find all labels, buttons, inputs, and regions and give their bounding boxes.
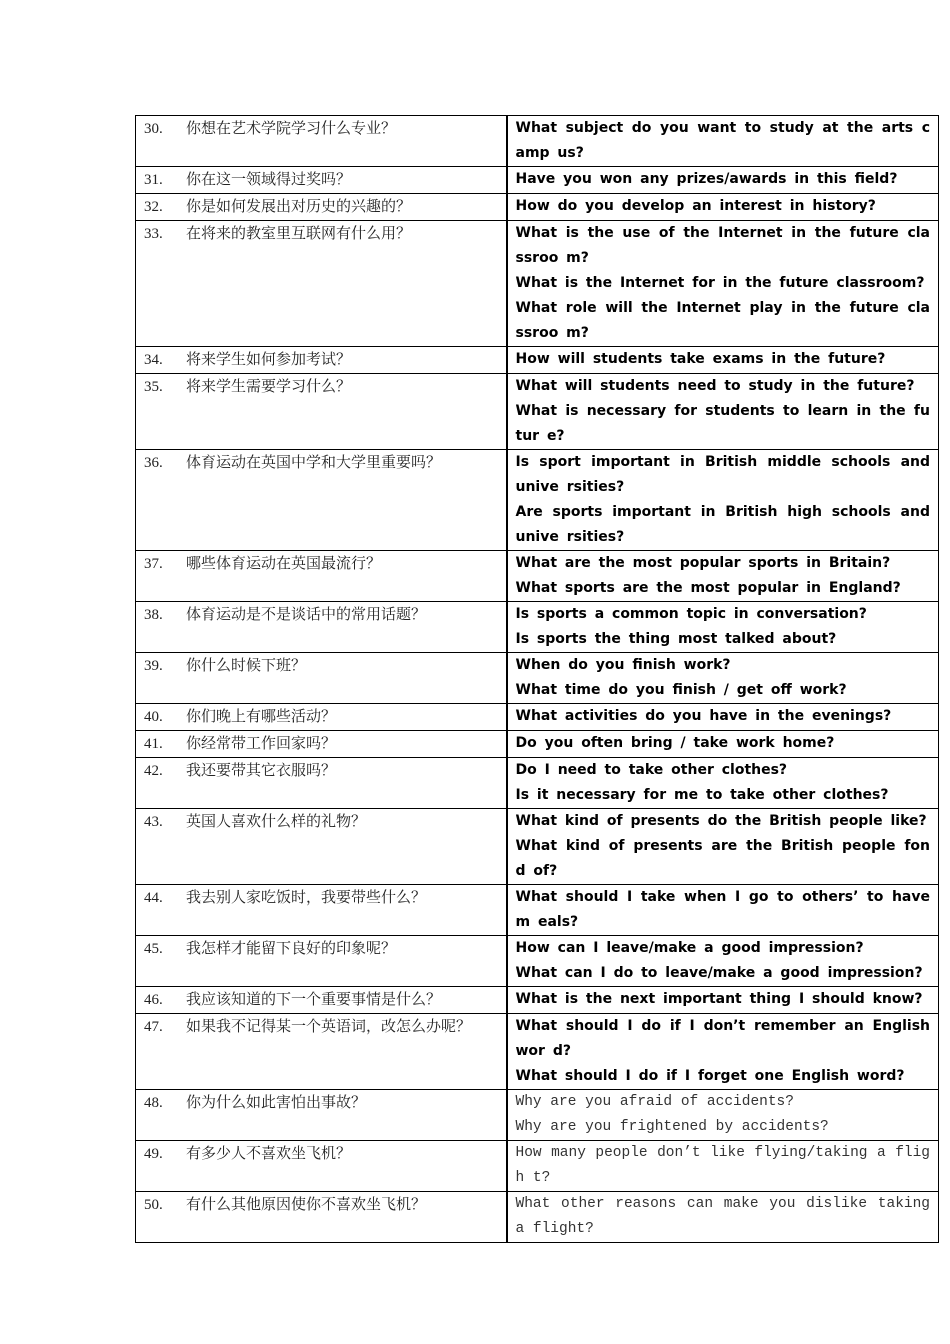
english-translations bbox=[508, 885, 939, 935]
english-translation: How many people don’t like flying/taking a fligh t? bbox=[515, 1145, 930, 1186]
table-row bbox=[136, 704, 939, 731]
chinese-question bbox=[136, 885, 506, 911]
chinese-question bbox=[136, 1014, 506, 1040]
chinese-question bbox=[136, 731, 506, 757]
table-row bbox=[136, 116, 939, 167]
table-row bbox=[136, 602, 939, 653]
chinese-question-cell bbox=[136, 758, 507, 809]
question-number: 49. bbox=[144, 1146, 163, 1162]
chinese-question bbox=[136, 1090, 506, 1116]
question-number: 32. bbox=[144, 199, 163, 215]
table-row bbox=[136, 221, 939, 347]
english-translations bbox=[508, 167, 939, 192]
english-translation-cell bbox=[507, 809, 939, 885]
question-number: 39. bbox=[144, 658, 163, 674]
english-translations bbox=[508, 731, 939, 756]
english-translations bbox=[508, 936, 939, 986]
table-row bbox=[136, 758, 939, 809]
chinese-question-cell bbox=[136, 194, 507, 221]
chinese-text: 你是如何发展出对历史的兴趣的？ bbox=[186, 197, 412, 215]
english-translation: What activities do you have in the evenings? bbox=[515, 708, 892, 724]
chinese-question-cell bbox=[136, 221, 507, 347]
chinese-text: 哪些体育运动在英国最流行？ bbox=[186, 554, 382, 572]
chinese-question-cell bbox=[136, 1014, 507, 1090]
english-translations bbox=[508, 374, 939, 449]
chinese-text: 有什么其他原因使你不喜欢坐飞机？ bbox=[186, 1195, 427, 1213]
question-number: 36. bbox=[144, 455, 163, 471]
table-row bbox=[136, 987, 939, 1014]
chinese-question-cell bbox=[136, 885, 507, 936]
english-translation: Is sport important in British middle schools and unive rsities? bbox=[515, 454, 930, 495]
english-translation: When do you finish work? bbox=[515, 657, 731, 673]
chinese-question bbox=[136, 936, 506, 962]
question-number: 31. bbox=[144, 172, 163, 188]
chinese-question bbox=[136, 194, 506, 220]
english-translation: Have you won any prizes/awards in this field? bbox=[515, 171, 898, 187]
chinese-text: 有多少人不喜欢坐飞机？ bbox=[186, 1144, 352, 1162]
question-number: 35. bbox=[144, 379, 163, 395]
english-translation: What should I do if I don’t remember an English wor d? bbox=[515, 1018, 930, 1059]
question-number: 41. bbox=[144, 736, 163, 752]
english-translation-cell bbox=[507, 221, 939, 347]
english-translation: How will students take exams in the future? bbox=[515, 351, 886, 367]
question-number: 37. bbox=[144, 556, 163, 572]
chinese-question bbox=[136, 551, 506, 577]
english-translation: Why are you frightened by accidents? bbox=[515, 1119, 829, 1135]
question-number: 40. bbox=[144, 709, 163, 725]
english-translation-cell bbox=[507, 450, 939, 551]
english-translation: What time do you finish / get off work? bbox=[515, 682, 847, 698]
english-translation: Is sports the thing most talked about? bbox=[515, 631, 837, 647]
question-number: 30. bbox=[144, 121, 163, 137]
english-translations bbox=[508, 1014, 939, 1089]
english-translation: What can I do to leave/make a good impression? bbox=[515, 965, 923, 981]
english-translations bbox=[508, 602, 939, 652]
english-translations bbox=[508, 194, 939, 219]
chinese-text: 我应该知道的下一个重要事情是什么？ bbox=[186, 990, 442, 1008]
chinese-question-cell bbox=[136, 936, 507, 987]
english-translation: What other reasons can make you dislike taking a flight? bbox=[515, 1196, 930, 1237]
english-translation-cell bbox=[507, 1090, 939, 1141]
chinese-question bbox=[136, 347, 506, 373]
question-number: 48. bbox=[144, 1095, 163, 1111]
chinese-question-cell bbox=[136, 450, 507, 551]
english-translation-cell bbox=[507, 1192, 939, 1243]
english-translation-cell bbox=[507, 758, 939, 809]
english-translation: What kind of presents are the British people fond of? bbox=[515, 838, 930, 879]
table-row bbox=[136, 1192, 939, 1243]
english-translations bbox=[508, 347, 939, 372]
english-translation: Are sports important in British high schools and unive rsities? bbox=[515, 504, 930, 545]
english-translation: Is it necessary for me to take other clothes? bbox=[515, 787, 889, 803]
chinese-text: 我怎样才能留下良好的印象呢？ bbox=[186, 939, 397, 957]
chinese-text: 你们晚上有哪些活动？ bbox=[186, 707, 337, 725]
english-translation-cell bbox=[507, 116, 939, 167]
question-number: 44. bbox=[144, 890, 163, 906]
table-row bbox=[136, 653, 939, 704]
english-translation-cell bbox=[507, 551, 939, 602]
table-row bbox=[136, 885, 939, 936]
english-translation: What is the Internet for in the future classroom? bbox=[515, 275, 925, 291]
chinese-text: 我还要带其它衣服吗？ bbox=[186, 761, 337, 779]
chinese-question bbox=[136, 1141, 506, 1167]
table-row bbox=[136, 374, 939, 450]
english-translations bbox=[508, 1141, 939, 1191]
english-translation-cell bbox=[507, 704, 939, 731]
english-translation-cell bbox=[507, 347, 939, 374]
table-row bbox=[136, 167, 939, 194]
chinese-question bbox=[136, 116, 506, 142]
chinese-question-cell bbox=[136, 602, 507, 653]
table-row bbox=[136, 194, 939, 221]
question-number: 46. bbox=[144, 992, 163, 1008]
table-row bbox=[136, 936, 939, 987]
english-translations bbox=[508, 1192, 939, 1242]
question-number: 47. bbox=[144, 1019, 163, 1035]
english-translations bbox=[508, 987, 939, 1012]
table-row bbox=[136, 731, 939, 758]
question-number: 42. bbox=[144, 763, 163, 779]
english-translation: What is the next important thing I should know? bbox=[515, 991, 923, 1007]
chinese-question bbox=[136, 167, 506, 193]
english-translations bbox=[508, 653, 939, 703]
english-translation: Is sports a common topic in conversation? bbox=[515, 606, 867, 622]
english-translation: What will students need to study in the future? bbox=[515, 378, 915, 394]
qa-table-body bbox=[136, 116, 939, 1243]
table-row bbox=[136, 1090, 939, 1141]
chinese-text: 体育运动是不是谈话中的常用话题？ bbox=[186, 605, 427, 623]
question-number: 50. bbox=[144, 1197, 163, 1213]
chinese-question bbox=[136, 221, 506, 247]
english-translation: What should I take when I go to others’ to have m eals? bbox=[515, 889, 930, 930]
qa-table bbox=[135, 115, 939, 1243]
english-translations bbox=[508, 116, 939, 166]
chinese-question-cell bbox=[136, 653, 507, 704]
chinese-question bbox=[136, 987, 506, 1013]
chinese-question-cell bbox=[136, 1090, 507, 1141]
english-translation: Do I need to take other clothes? bbox=[515, 762, 788, 778]
chinese-question-cell bbox=[136, 809, 507, 885]
chinese-text: 你在这一领域得过奖吗？ bbox=[186, 170, 352, 188]
table-row bbox=[136, 347, 939, 374]
english-translation: What kind of presents do the British people like? bbox=[515, 813, 927, 829]
chinese-text: 我去别人家吃饭时，我要带些什么？ bbox=[186, 888, 427, 906]
english-translation-cell bbox=[507, 374, 939, 450]
question-number: 45. bbox=[144, 941, 163, 957]
chinese-question bbox=[136, 704, 506, 730]
chinese-question-cell bbox=[136, 167, 507, 194]
question-number: 43. bbox=[144, 814, 163, 830]
english-translation: How do you develop an interest in history? bbox=[515, 198, 876, 214]
question-number: 33. bbox=[144, 226, 163, 242]
chinese-question-cell bbox=[136, 1192, 507, 1243]
english-translation: What subject do you want to study at the arts camp us? bbox=[515, 120, 930, 161]
table-row bbox=[136, 551, 939, 602]
chinese-text: 你什么时候下班？ bbox=[186, 656, 307, 674]
chinese-text: 你为什么如此害怕出事故？ bbox=[186, 1093, 367, 1111]
english-translations bbox=[508, 450, 939, 550]
chinese-question-cell bbox=[136, 116, 507, 167]
english-translation-cell bbox=[507, 1014, 939, 1090]
chinese-question bbox=[136, 758, 506, 784]
question-number: 38. bbox=[144, 607, 163, 623]
english-translation-cell bbox=[507, 194, 939, 221]
english-translation: What sports are the most popular in England? bbox=[515, 580, 901, 596]
chinese-question bbox=[136, 450, 506, 476]
chinese-text: 英国人喜欢什么样的礼物？ bbox=[186, 812, 367, 830]
english-translations bbox=[508, 1090, 939, 1140]
table-row bbox=[136, 450, 939, 551]
english-translation-cell bbox=[507, 653, 939, 704]
english-translation-cell bbox=[507, 1141, 939, 1192]
chinese-question-cell bbox=[136, 731, 507, 758]
english-translation-cell bbox=[507, 602, 939, 653]
english-translation: What is necessary for students to learn in the futur e? bbox=[515, 403, 930, 444]
chinese-question-cell bbox=[136, 987, 507, 1014]
english-translation-cell bbox=[507, 987, 939, 1014]
chinese-question bbox=[136, 653, 506, 679]
chinese-question bbox=[136, 1192, 506, 1218]
english-translation-cell bbox=[507, 167, 939, 194]
english-translations bbox=[508, 809, 939, 884]
english-translations bbox=[508, 758, 939, 808]
chinese-question bbox=[136, 374, 506, 400]
english-translation: Do you often bring / take work home? bbox=[515, 735, 835, 751]
english-translation: How can I leave/make a good impression? bbox=[515, 940, 864, 956]
table-row bbox=[136, 1014, 939, 1090]
english-translation: What should I do if I forget one English word? bbox=[515, 1068, 905, 1084]
english-translation: What is the use of the Internet in the future classroo m? bbox=[515, 225, 930, 266]
table-row bbox=[136, 1141, 939, 1192]
chinese-question bbox=[136, 602, 506, 628]
chinese-text: 如果我不记得某一个英语词，改怎么办呢？ bbox=[186, 1017, 472, 1035]
chinese-text: 你想在艺术学院学习什么专业？ bbox=[186, 119, 397, 137]
english-translations bbox=[508, 704, 939, 729]
english-translation-cell bbox=[507, 731, 939, 758]
question-number: 34. bbox=[144, 352, 163, 368]
chinese-question-cell bbox=[136, 1141, 507, 1192]
english-translation: What role will the Internet play in the future classroo m? bbox=[515, 300, 930, 341]
chinese-text: 在将来的教室里互联网有什么用？ bbox=[186, 224, 412, 242]
chinese-text: 将来学生需要学习什么？ bbox=[186, 377, 352, 395]
chinese-text: 将来学生如何参加考试？ bbox=[186, 350, 352, 368]
english-translation-cell bbox=[507, 936, 939, 987]
english-translations bbox=[508, 551, 939, 601]
chinese-question-cell bbox=[136, 347, 507, 374]
chinese-text: 你经常带工作回家吗？ bbox=[186, 734, 337, 752]
english-translation: What are the most popular sports in Britain? bbox=[515, 555, 891, 571]
english-translation: Why are you afraid of accidents? bbox=[515, 1094, 794, 1110]
chinese-question bbox=[136, 809, 506, 835]
english-translation-cell bbox=[507, 885, 939, 936]
chinese-question-cell bbox=[136, 551, 507, 602]
chinese-question-cell bbox=[136, 704, 507, 731]
chinese-text: 体育运动在英国中学和大学里重要吗？ bbox=[186, 453, 442, 471]
english-translations bbox=[508, 221, 939, 346]
chinese-question-cell bbox=[136, 374, 507, 450]
table-row bbox=[136, 809, 939, 885]
